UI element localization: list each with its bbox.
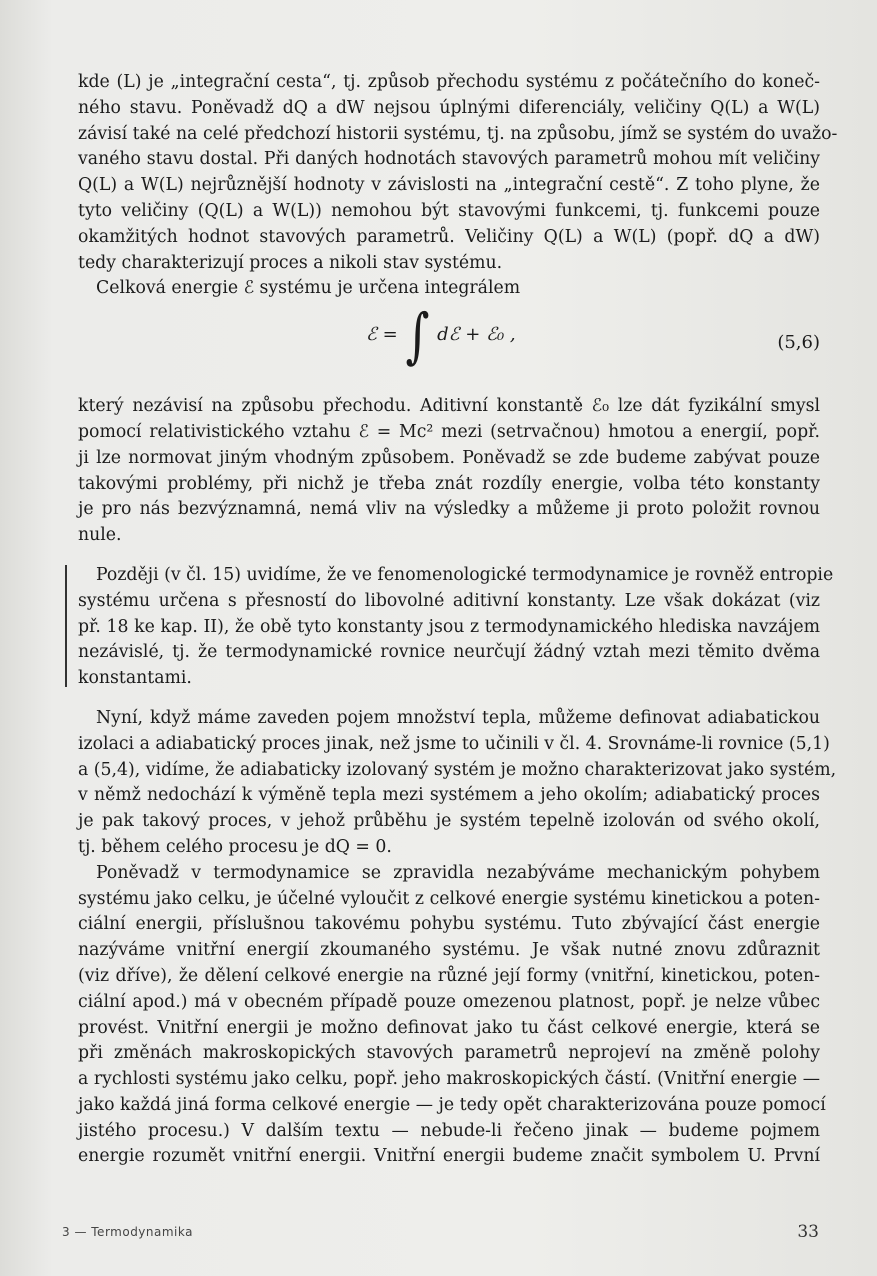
text-line: (viz dříve), že dělení celkové energie na různé její formy (vnitřní, kinetickou, poten-: [78, 965, 820, 986]
paragraph-3: [78, 706, 837, 861]
text-line: ciální apod.) má v obecném případě pouze omezenou platnost, popř. je nelze vůbec: [78, 991, 820, 1012]
text-line: Poněvadž v termodynamice se zpravidla nezabýváme mechanickým pohybem: [96, 862, 820, 883]
text-line: je pro nás bezvýznamná, nemá vliv na výsledky a můžeme ji proto položit rovnou: [78, 499, 820, 520]
text-line: při změnách makroskopických stavových parametrů neprojeví na změně polohy: [78, 1043, 820, 1064]
text-line: a rychlosti systému jako celku, popř. jeho makroskopických částí. (Vnitřní energie —: [78, 1069, 820, 1090]
remark-paragraph: [78, 563, 834, 692]
text-line: Nyní, když máme zaveden pojem množství tepla, můžeme definovat adiabatickou: [96, 707, 820, 728]
page-number: 33: [797, 1222, 819, 1242]
text-line: ciální energii, příslušnou takovému pohybu systému. Tuto zbývající část energie: [78, 914, 820, 935]
text-line: př. 18 ke kap. II), že obě tyto konstanty jsou z termodynamického hlediska navzájem: [78, 616, 820, 637]
paragraph-2-intro: [78, 276, 820, 302]
text-line: kde (L) je „integrační cesta“, tj. způsob přechodu systému z počátečního do koneč-: [78, 72, 820, 92]
text-line: takovými problémy, při nichž je třeba znát rozdíly energie, volba této konstanty: [78, 473, 820, 494]
text-line: systému jako celku, je účelné vyloučit z celkové energie systému kinetickou a poten-: [78, 888, 820, 909]
equation-number: (5,6): [777, 332, 820, 354]
text-line: okamžitých hodnot stavových parametrů. Veličiny Q(L) a W(L) (popř. dQ a dW): [78, 226, 820, 247]
paragraph-1: [78, 70, 838, 276]
text-line: Q(L) a W(L) nejrůznější hodnoty v závislosti na „integrační cestě“. Z toho plyne, že: [78, 175, 820, 196]
text-line: ji lze normovat jiným vhodným způsobem. Poněvadž se zde budeme zabývat pouze: [78, 447, 820, 468]
text-block: [78, 70, 838, 1170]
text-line: tedy charakterizují proces a nikoli stav systému.: [78, 252, 503, 273]
text-line: nezávislé, tj. že termodynamické rovnice neurčují žádný vztah mezi těmito dvěma: [78, 642, 820, 663]
text-line: provést. Vnitřní energii je možno definovat jako tu část celkové energie, která se: [78, 1017, 820, 1038]
text-line: v němž nedochází k výměně tepla mezi systémem a jeho okolím; adiabatický proces: [78, 785, 820, 806]
text-line: a (5,4), vidíme, že adiabaticky izolovaný systém je možno charakterizovat jako systém,: [78, 759, 837, 780]
integral-sign: ∫: [405, 300, 430, 371]
text-line: ného stavu. Poněvadž dQ a dW nejsou úplnými diferenciály, veličiny Q(L) a W(L): [78, 97, 820, 118]
text-line: jistého procesu.) V dalším textu — nebude-li řečeno jinak — budeme pojmem: [78, 1120, 820, 1141]
text-line: jako každá jiná forma celkové energie — je tedy opět charakterizována pouze pomocí: [78, 1094, 826, 1115]
equation-body: [366, 300, 516, 371]
text-line: tj. během celého procesu je dQ = 0.: [78, 836, 392, 857]
text-line: vaného stavu dostal. Při daných hodnotách stavových parametrů mohou mít veličiny: [78, 149, 820, 170]
text-line: je pak takový proces, v jehož průběhu je systém tepelně izolován od svého okolí,: [78, 811, 820, 832]
equation-5-6: [78, 300, 820, 380]
text-line: závisí také na celé předchozí historii systému, tj. na způsobu, jímž se systém do uvažo-: [78, 123, 838, 144]
remark-block: [78, 563, 834, 692]
text-line: Celková energie ℰ systému je určena integrálem: [96, 278, 521, 299]
text-line: izolaci a adiabatický proces jinak, než jsme to učinili v čl. 4. Srovnáme-li rovnice (5,1): [78, 733, 830, 754]
text-line: systému určena s přesností do libovolné aditivní konstanty. Lze však dokázat (viz: [78, 590, 820, 611]
text-line: který nezávisí na způsobu přechodu. Aditivní konstantě ℰ₀ lze dát fyzikální smysl: [78, 396, 820, 417]
footer-signature: 3 — Termodynamika: [62, 1225, 193, 1239]
paragraph-2: [78, 394, 820, 549]
equation-rhs: dℰ + ℰ₀ ,: [437, 324, 516, 346]
margin-bar: [65, 565, 67, 687]
text-line: Později (v čl. 15) uvidíme, že ve fenomenologické termodynamice je rovněž entropie: [96, 564, 834, 585]
text-line: nule.: [78, 525, 122, 546]
text-line: energie rozumět vnitřní energii. Vnitřní energii budeme značit symbolem U. První: [78, 1146, 820, 1167]
text-line: konstantami.: [78, 668, 192, 689]
text-line: tyto veličiny (Q(L) a W(L)) nemohou být stavovými funkcemi, tj. funkcemi pouze: [78, 200, 820, 221]
equation-lhs: ℰ =: [366, 324, 398, 346]
text-line: nazýváme vnitřní energií zkoumaného systému. Je však nutné znovu zdůraznit: [78, 940, 820, 961]
text-line: pomocí relativistického vztahu ℰ = Mc² mezi (setrvačnou) hmotou a energií, popř.: [78, 421, 820, 442]
paragraph-4: [78, 861, 826, 1171]
